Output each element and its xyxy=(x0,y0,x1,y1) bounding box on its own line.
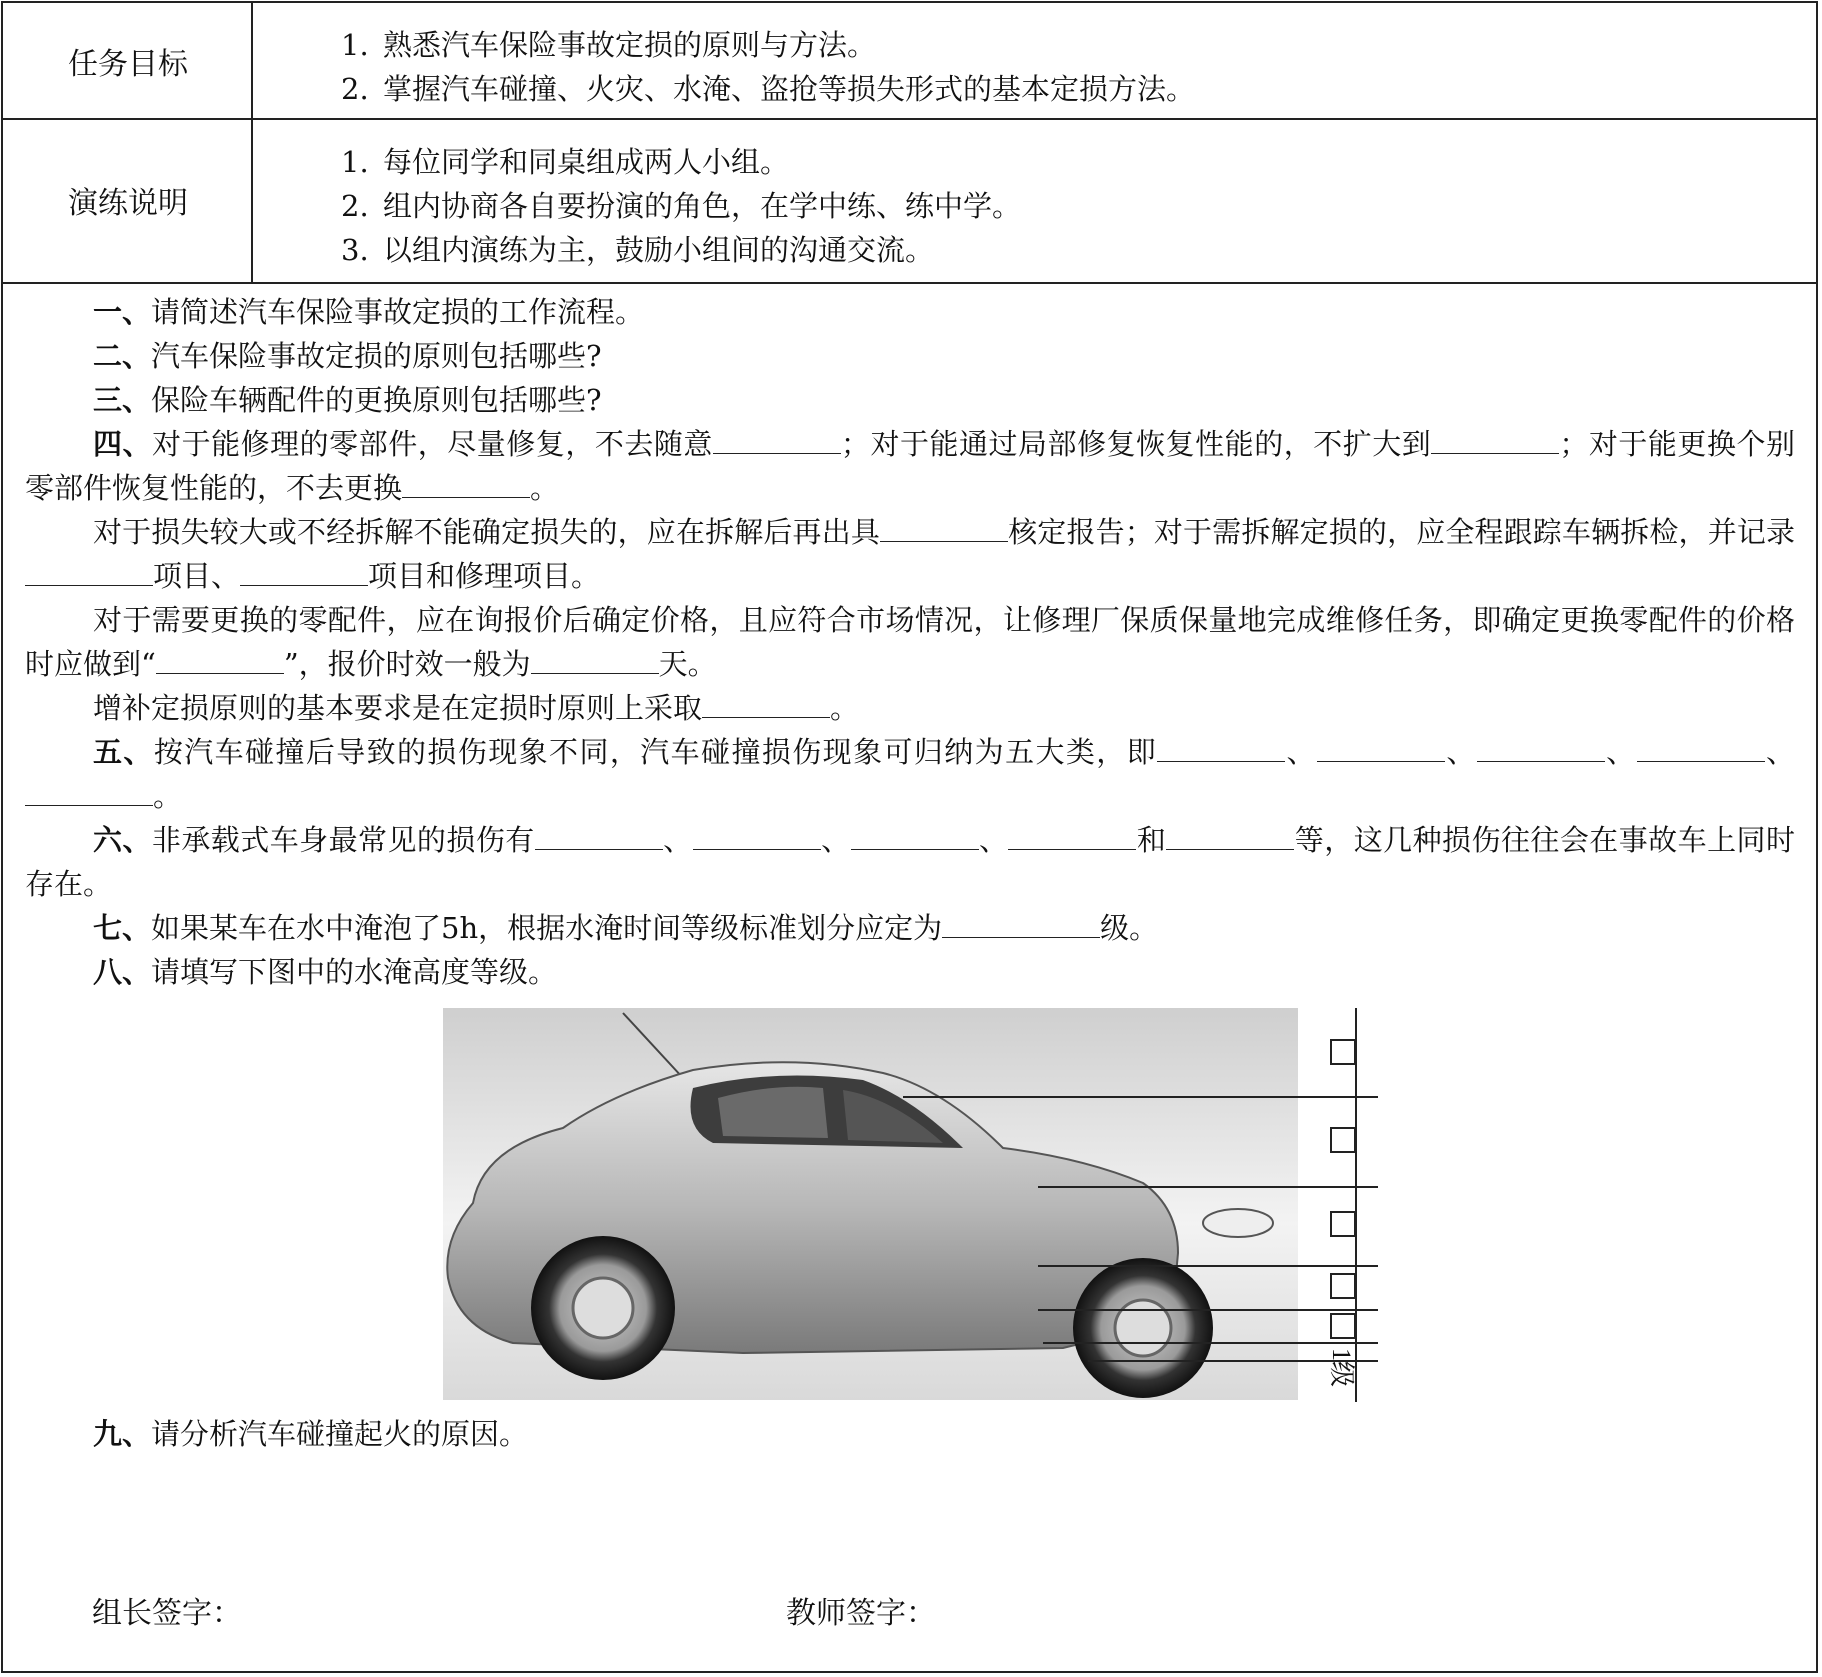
answer-blank[interactable] xyxy=(880,513,1008,542)
answer-blank[interactable] xyxy=(1477,733,1605,762)
answer-blank[interactable] xyxy=(240,557,368,586)
question-4-para-2 xyxy=(25,510,1795,598)
separator: 、 xyxy=(1604,735,1637,769)
question-text: 请简述汽车保险事故定损的工作流程。 xyxy=(151,295,645,329)
question-text: 。 xyxy=(530,471,560,505)
question-number: 六、 xyxy=(93,823,152,857)
drill-instructions-label: 演练说明 xyxy=(68,186,188,221)
level-checkbox[interactable] xyxy=(1331,1274,1355,1298)
question-text: 项目、 xyxy=(153,559,241,593)
question-number: 九、 xyxy=(93,1417,152,1451)
question-number: 五、 xyxy=(93,735,154,769)
question-text: 如果某车在水中淹泡了5h，根据水淹时间等级标准划分应定为 xyxy=(151,911,943,945)
item-number: 2. xyxy=(341,72,369,106)
question-4-para-1 xyxy=(25,422,1795,510)
item-text: 掌握汽车碰撞、火灾、水淹、盗抢等损失形式的基本定损方法。 xyxy=(383,72,1196,106)
question-text: 。 xyxy=(153,779,183,813)
question-text: 按汽车碰撞后导致的损伤现象不同，汽车碰撞损伤现象可归纳为五大类，即 xyxy=(153,735,1158,769)
question-number: 三、 xyxy=(93,383,152,417)
question-text: 请分析汽车碰撞起火的原因。 xyxy=(151,1417,529,1451)
question-text: 汽车保险事故定损的原则包括哪些? xyxy=(151,339,602,373)
question-text: 等，这几种损伤往往会在事故车上同时存在。 xyxy=(25,823,1795,901)
separator: 、 xyxy=(662,823,693,857)
question-number: 二、 xyxy=(93,339,152,373)
answer-blank[interactable] xyxy=(1166,821,1294,850)
item-number: 2. xyxy=(341,189,369,223)
question-text: 和 xyxy=(1136,823,1167,857)
answer-blank[interactable] xyxy=(1157,733,1285,762)
item-number: 3. xyxy=(341,233,369,267)
question-text: 非承载式车身最常见的损伤有 xyxy=(151,823,535,857)
question-text: 级。 xyxy=(1100,911,1159,945)
separator: 、 xyxy=(1285,735,1317,769)
car-water-level-figure xyxy=(443,1008,1379,1402)
answer-blank[interactable] xyxy=(693,821,821,850)
level-checkbox[interactable] xyxy=(1331,1128,1355,1152)
question-text: 。 xyxy=(830,691,860,725)
question-text: ”，报价时效一般为 xyxy=(283,647,531,681)
question-6 xyxy=(25,818,1795,906)
question-text: 增补定损原则的基本要求是在定损时原则上采取 xyxy=(93,691,703,725)
question-text: 请填写下图中的水淹高度等级。 xyxy=(151,955,558,989)
item-text: 组内协商各自要扮演的角色，在学中练、练中学。 xyxy=(383,189,1022,223)
teacher-signature[interactable]: 教师签字： xyxy=(786,1596,936,1631)
separator: 、 xyxy=(978,823,1009,857)
question-8 xyxy=(25,950,1795,994)
question-2 xyxy=(25,334,1795,378)
drill-item-3 xyxy=(341,228,934,269)
answer-blank[interactable] xyxy=(1317,733,1445,762)
task-goal-item-1 xyxy=(341,23,876,64)
answer-blank[interactable] xyxy=(1431,425,1559,454)
question-text: 天。 xyxy=(658,647,717,681)
question-9 xyxy=(25,1412,1795,1456)
level-checkbox[interactable] xyxy=(1331,1040,1355,1064)
answer-blank[interactable] xyxy=(851,821,979,850)
question-text: 对于需要更换的零配件，应在询报价后确定价格，且应符合市场情况，让修理厂保质保量地完成维修任务，即确定更换零配件的价格时应做到“ xyxy=(25,603,1795,681)
answer-blank[interactable] xyxy=(402,469,530,498)
question-text: ；对于能更换个别零部件恢复性能的，不去更换 xyxy=(25,427,1795,505)
item-number: 1. xyxy=(341,145,369,179)
question-3 xyxy=(25,378,1795,422)
row-divider xyxy=(3,282,1816,284)
question-5 xyxy=(25,730,1795,818)
level-1-label: 1级 xyxy=(1327,1348,1356,1388)
answer-blank[interactable] xyxy=(535,821,663,850)
answer-blank[interactable] xyxy=(156,645,284,674)
answer-blank[interactable] xyxy=(702,689,830,718)
item-text: 熟悉汽车保险事故定损的原则与方法。 xyxy=(383,28,877,62)
question-text: 保险车辆配件的更换原则包括哪些? xyxy=(151,383,602,417)
question-4-para-3 xyxy=(25,598,1795,686)
question-text: 对于能修理的零部件，尽量修复，不去随意 xyxy=(152,427,713,461)
question-text: 核定报告；对于需拆解定损的，应全程跟踪车辆拆检，并记录 xyxy=(1008,515,1795,549)
question-7 xyxy=(25,906,1795,950)
separator: 、 xyxy=(1444,735,1477,769)
separator: 、 xyxy=(820,823,851,857)
item-number: 1. xyxy=(341,28,369,62)
answer-blank[interactable] xyxy=(1637,733,1765,762)
separator: 、 xyxy=(1764,735,1795,769)
question-text: 项目和修理项目。 xyxy=(368,559,601,593)
question-text: 对于损失较大或不经拆解不能确定损失的，应在拆解后再出具 xyxy=(93,515,880,549)
answer-blank[interactable] xyxy=(531,645,659,674)
drill-item-1 xyxy=(341,140,789,181)
drill-item-2 xyxy=(341,184,1021,225)
level-checkbox[interactable] xyxy=(1331,1212,1355,1236)
item-text: 每位同学和同桌组成两人小组。 xyxy=(383,145,790,179)
task-goal-item-2 xyxy=(341,67,1195,108)
question-4-para-4 xyxy=(25,686,1795,730)
question-number: 一、 xyxy=(93,295,152,329)
question-number: 八、 xyxy=(93,955,152,989)
answer-blank[interactable] xyxy=(1008,821,1136,850)
question-text: ；对于能通过局部修复恢复性能的，不扩大到 xyxy=(840,427,1432,461)
answer-blank[interactable] xyxy=(25,777,153,806)
questions-body xyxy=(25,290,1795,994)
question-9-block xyxy=(25,1412,1795,1456)
question-number: 四、 xyxy=(93,427,153,461)
answer-blank[interactable] xyxy=(942,909,1100,938)
question-1 xyxy=(25,290,1795,334)
level-checkbox[interactable] xyxy=(1331,1314,1355,1338)
item-text: 以组内演练为主，鼓励小组间的沟通交流。 xyxy=(383,233,935,267)
leader-signature[interactable]: 组长签字： xyxy=(92,1596,242,1631)
row-divider xyxy=(3,118,1816,120)
task-goal-label: 任务目标 xyxy=(68,46,188,82)
answer-blank[interactable] xyxy=(25,557,153,586)
answer-blank[interactable] xyxy=(713,425,841,454)
question-number: 七、 xyxy=(93,911,152,945)
